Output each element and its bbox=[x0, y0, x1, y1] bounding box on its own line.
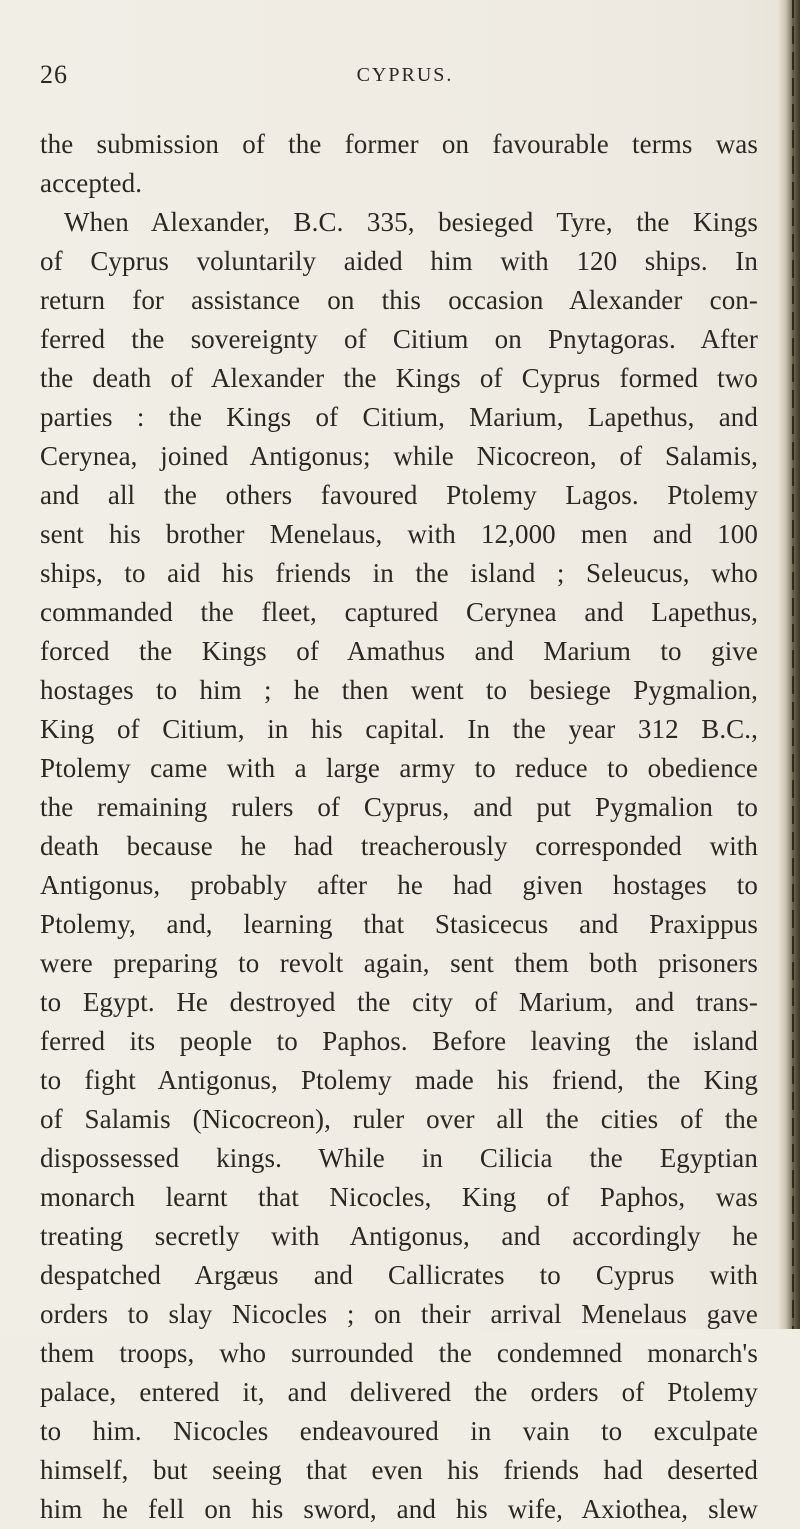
text-line: Ptolemy came with a large army to reduce to obedience bbox=[40, 753, 758, 783]
text-line: to Egypt. He destroyed the city of Marium, and trans- bbox=[40, 987, 758, 1017]
text-line: and all the others favoured Ptolemy Lagos. Ptolemy bbox=[40, 480, 758, 510]
text-line: to fight Antigonus, Ptolemy made his friend, the King bbox=[40, 1065, 758, 1095]
text-line: accepted. bbox=[40, 168, 143, 198]
text-line: When Alexander, B.C. 335, besieged Tyre, the Kings bbox=[64, 207, 758, 237]
text-line: them troops, who surrounded the condemned monarch's bbox=[40, 1338, 758, 1368]
page-edge-shadow bbox=[778, 0, 800, 1329]
text-line: were preparing to revolt again, sent them both prisoners bbox=[40, 948, 758, 978]
text-line: commanded the fleet, captured Cerynea and Lapethus, bbox=[40, 597, 758, 627]
text-line: orders to slay Nicocles ; on their arrival Menelaus gave bbox=[40, 1299, 758, 1329]
text-line: despatched Argæus and Callicrates to Cyprus with bbox=[40, 1260, 758, 1290]
text-line: the remaining rulers of Cyprus, and put Pygmalion to bbox=[40, 792, 758, 822]
text-line: ships, to aid his friends in the island ; Seleucus, who bbox=[40, 558, 758, 588]
text-line: forced the Kings of Amathus and Marium to give bbox=[40, 636, 758, 666]
text-line: death because he had treacherously corresponded with bbox=[40, 831, 758, 861]
page-number: 26 bbox=[40, 60, 68, 89]
text-line: of Cyprus voluntarily aided him with 120 ships. In bbox=[40, 246, 758, 276]
text-line: hostages to him ; he then went to besiege Pygmalion, bbox=[40, 675, 758, 705]
page-header bbox=[40, 60, 750, 96]
text-line: King of Citium, in his capital. In the year 312 B.C., bbox=[40, 714, 758, 744]
text-line: sent his brother Menelaus, with 12,000 men and 100 bbox=[40, 519, 758, 549]
text-line: of Salamis (Nicocreon), ruler over all the cities of the bbox=[40, 1104, 758, 1134]
text-line: Cerynea, joined Antigonus; while Nicocreon, of Salamis, bbox=[40, 441, 758, 471]
page-edge-texture bbox=[792, 0, 794, 1329]
text-line: parties : the Kings of Citium, Marium, Lapethus, and bbox=[40, 402, 758, 432]
text-line: to him. Nicocles endeavoured in vain to exculpate bbox=[40, 1416, 758, 1446]
text-line: ferred its people to Paphos. Before leaving the island bbox=[40, 1026, 758, 1056]
text-line: the submission of the former on favourable terms was bbox=[40, 129, 758, 159]
text-line: monarch learnt that Nicocles, King of Paphos, was bbox=[40, 1182, 758, 1212]
text-line: himself, but seeing that even his friends had deserted bbox=[40, 1455, 758, 1485]
text-line: the death of Alexander the Kings of Cyprus formed two bbox=[40, 363, 758, 393]
text-line: Ptolemy, and, learning that Stasicecus and Praxippus bbox=[40, 909, 758, 939]
text-line: treating secretly with Antigonus, and accordingly he bbox=[40, 1221, 758, 1251]
text-line: Antigonus, probably after he had given hostages to bbox=[40, 870, 758, 900]
text-line: ferred the sovereignty of Citium on Pnytagoras. After bbox=[40, 324, 758, 354]
text-line: return for assistance on this occasion Alexander con- bbox=[40, 285, 758, 315]
text-line: him he fell on his sword, and his wife, Axiothea, slew bbox=[40, 1494, 758, 1524]
text-line: dispossessed kings. While in Cilicia the Egyptian bbox=[40, 1143, 758, 1173]
body-text bbox=[40, 125, 758, 1529]
running-head: CYPRUS. bbox=[356, 64, 454, 86]
text-line: palace, entered it, and delivered the orders of Ptolemy bbox=[40, 1377, 758, 1407]
